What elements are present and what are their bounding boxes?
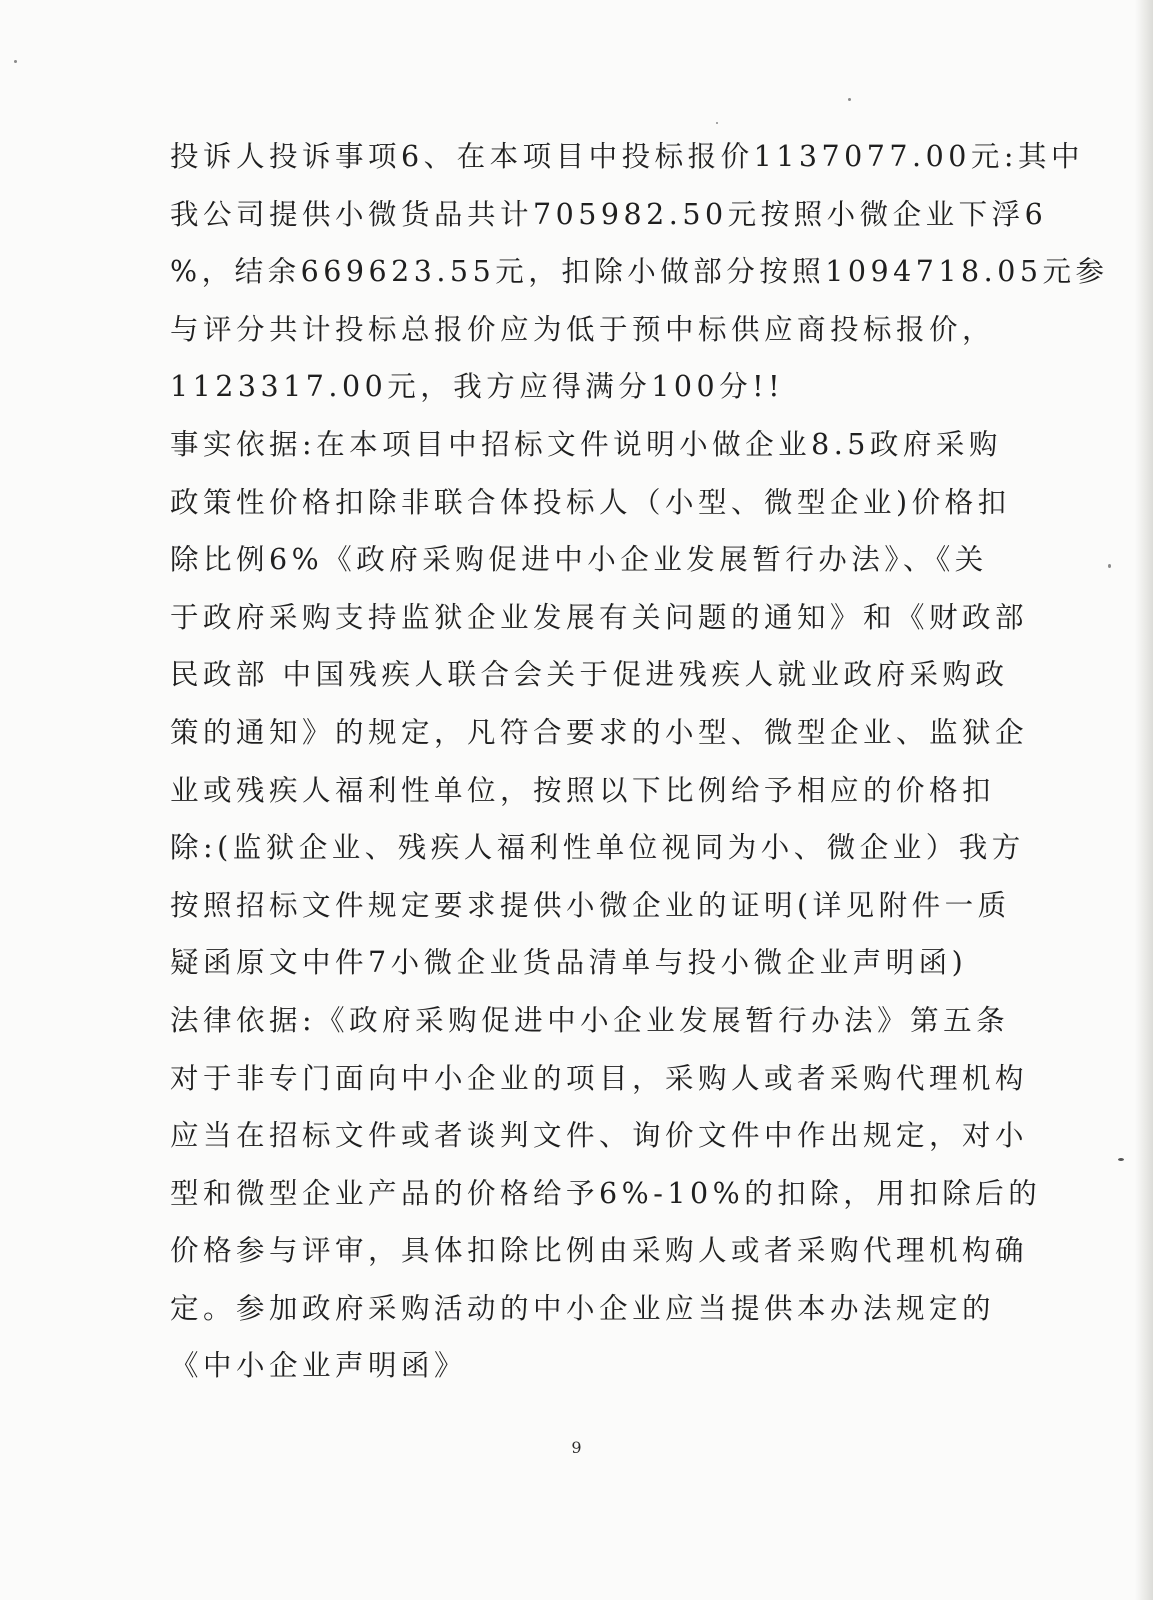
text-line: 政策性价格扣除非联合体投标人（小型、微型企业)价格扣 xyxy=(170,485,1011,519)
text-line: 除:(监狱企业、残疾人福利性单位视同为小、微企业）我方 xyxy=(170,831,1025,865)
text-line: %，结余669623.55元，扣除小做部分按照1094718.05元参 xyxy=(170,255,1109,289)
scan-speck xyxy=(1118,1158,1124,1161)
page-number: 9 xyxy=(571,1438,582,1457)
text-line: 《中小企业声明函》 xyxy=(170,1349,468,1383)
text-line: 1123317.00元，我方应得满分100分!! xyxy=(170,370,785,404)
text-line: 投诉人投诉事项6、在本项目中投标报价1137077.00元:其中 xyxy=(170,140,1084,173)
text-line: 策的通知》的规定，凡符合要求的小型、微型企业、监狱企 xyxy=(170,715,1029,749)
text-line: 价格参与评审，具体扣除比例由采购人或者采购代理机构确 xyxy=(170,1234,1029,1268)
text-line: 法律依据:《政府采购促进中小企业发展暂行办法》第五条 xyxy=(170,1003,1010,1037)
text-line: 我公司提供小微货品共计705982.50元按照小微企业下浮6 xyxy=(170,197,1048,231)
body-text xyxy=(170,128,1109,1395)
scan-speck xyxy=(716,122,718,124)
text-line: 事实依据:在本项目中招标文件说明小做企业8.5政府采购 xyxy=(170,427,1002,461)
text-line: 按照招标文件规定要求提供小微企业的证明(详见附件一质 xyxy=(170,888,1011,922)
text-line: 与评分共计投标总报价应为低于预中标供应商投标报价， xyxy=(170,312,996,346)
scan-speck xyxy=(1108,564,1111,568)
page-edge-shadow xyxy=(1135,0,1153,1600)
text-line: 除比例6%《政府采购促进中小企业发展暂行办法》、《关 xyxy=(170,543,988,577)
text-line: 业或残疾人福利性单位，按照以下比例给予相应的价格扣 xyxy=(170,773,996,807)
text-line: 型和微型企业产品的价格给予6%-10%的扣除，用扣除后的 xyxy=(170,1176,1042,1210)
text-line: 对于非专门面向中小企业的项目，采购人或者采购代理机构 xyxy=(170,1061,1029,1095)
scan-speck xyxy=(848,98,851,101)
text-line: 疑函原文中件7小微企业货品清单与投小微企业声明函) xyxy=(170,946,968,980)
text-line: 定。参加政府采购活动的中小企业应当提供本办法规定的 xyxy=(170,1291,996,1325)
text-line: 应当在招标文件或者谈判文件、询价文件中作出规定，对小 xyxy=(170,1119,1029,1153)
text-line: 于政府采购支持监狱企业发展有关问题的通知》和《财政部 xyxy=(170,600,1029,634)
scan-speck xyxy=(14,60,17,63)
text-line: 民政部 中国残疾人联合会关于促进残疾人就业政府采购政 xyxy=(170,658,1009,692)
